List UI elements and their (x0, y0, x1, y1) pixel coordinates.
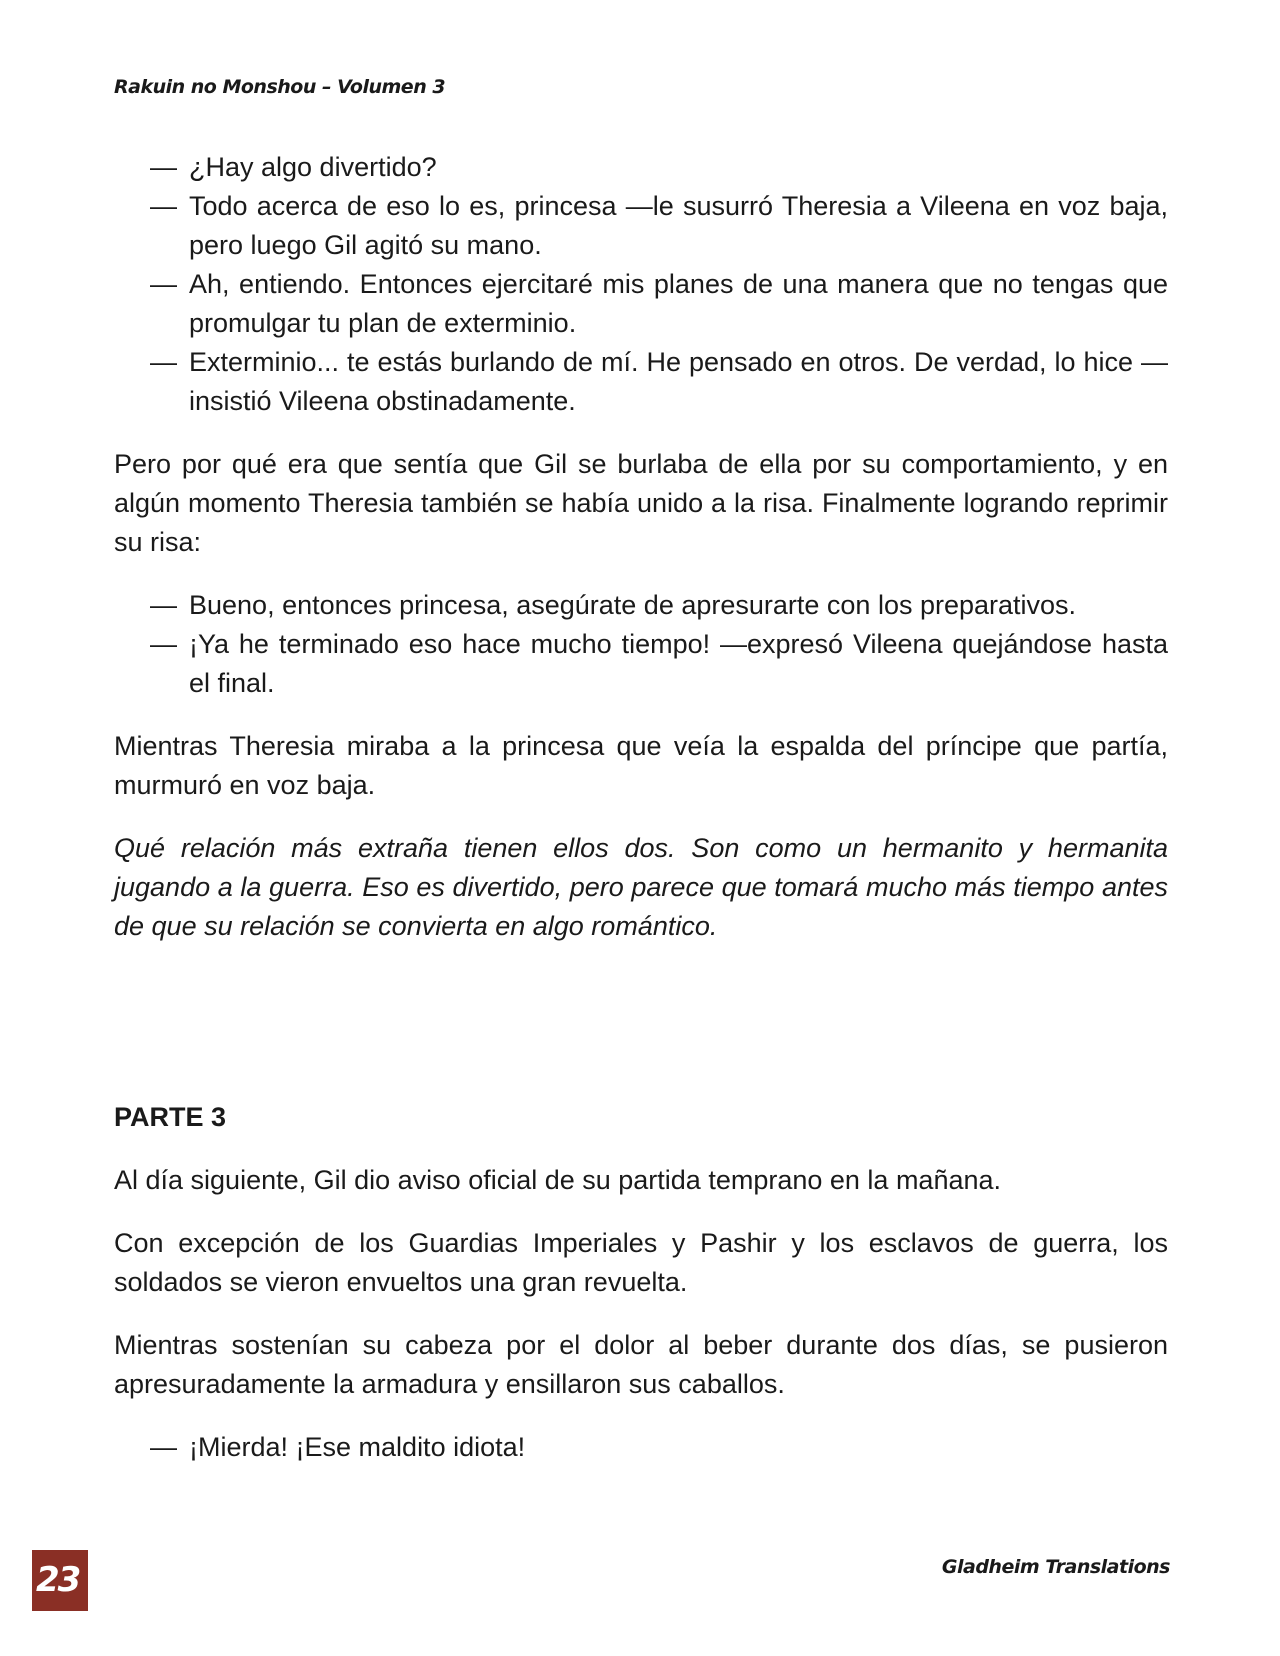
inner-thought-paragraph: Qué relación más extraña tienen ellos dos. Son como un hermanito y hermanita jugando a la guerra. Eso es divertido, pero parece que tomará mucho más tiempo antes de que su relación se convierta en algo romántico. (114, 833, 1168, 941)
dash-glyph: — (150, 590, 177, 620)
narrative-paragraph: Pero por qué era que sentía que Gil se burlaba de ella por su comportamiento, y en algún momento Theresia también se había unido a la risa. Finalmente logrando reprimir su risa: (114, 449, 1168, 557)
dash-glyph: — (150, 1432, 177, 1462)
dialogue-line (114, 187, 1168, 265)
dialogue-line (114, 148, 1168, 187)
dialogue-block-1 (114, 148, 1168, 421)
dialogue-text: Bueno, entonces princesa, asegúrate de apresurarte con los preparativos. (189, 590, 1077, 620)
dialogue-text: ¿Hay algo divertido? (189, 152, 437, 182)
dialogue-line (114, 625, 1168, 703)
dialogue-line (114, 265, 1168, 343)
narrative-paragraph: Mientras sostenían su cabeza por el dolor al beber durante dos días, se pusieron apresuradamente la armadura y ensillaron sus caballos. (114, 1330, 1168, 1399)
narrative-paragraph: Al día siguiente, Gil dio aviso oficial de su partida temprano en la mañana. (114, 1165, 1002, 1195)
page-number: 23 (36, 1560, 80, 1600)
page-number-underline (32, 1608, 88, 1611)
dialogue-text: Exterminio... te estás burlando de mí. He pensado en otros. De verdad, lo hice —insistió Vileena obstinadamente. (189, 347, 1168, 416)
dialogue-text: Todo acerca de eso lo es, princesa —le susurró Theresia a Vileena en voz baja, pero luego Gil agitó su mano. (189, 191, 1168, 260)
dash-glyph: — (150, 152, 177, 182)
page-body (114, 148, 1168, 1467)
dialogue-text: ¡Ya he terminado eso hace mucho tiempo! —expresó Vileena quejándose hasta el final. (189, 629, 1168, 698)
narrative-paragraph: Con excepción de los Guardias Imperiales y Pashir y los esclavos de guerra, los soldados se vieron envueltos una gran revuelta. (114, 1228, 1168, 1297)
dialogue-block-3 (114, 1428, 1168, 1467)
dialogue-line (114, 1428, 1168, 1467)
footer-brand: Gladheim Translations (941, 1556, 1170, 1578)
dash-glyph: — (150, 269, 177, 299)
dash-glyph: — (150, 191, 177, 221)
dash-glyph: — (150, 629, 177, 659)
page-header-title: Rakuin no Monshou – Volumen 3 (114, 76, 446, 98)
narrative-paragraph: Mientras Theresia miraba a la princesa que veía la espalda del príncipe que partía, murmuró en voz baja. (114, 731, 1168, 800)
dash-glyph: — (150, 347, 177, 377)
dialogue-line (114, 343, 1168, 421)
dialogue-text: Ah, entiendo. Entonces ejercitaré mis planes de una manera que no tengas que promulgar tu plan de exterminio. (189, 269, 1168, 338)
dialogue-block-2 (114, 586, 1168, 703)
dialogue-line (114, 586, 1168, 625)
section-heading: PARTE 3 (114, 1102, 227, 1132)
dialogue-text: ¡Mierda! ¡Ese maldito idiota! (189, 1432, 526, 1462)
